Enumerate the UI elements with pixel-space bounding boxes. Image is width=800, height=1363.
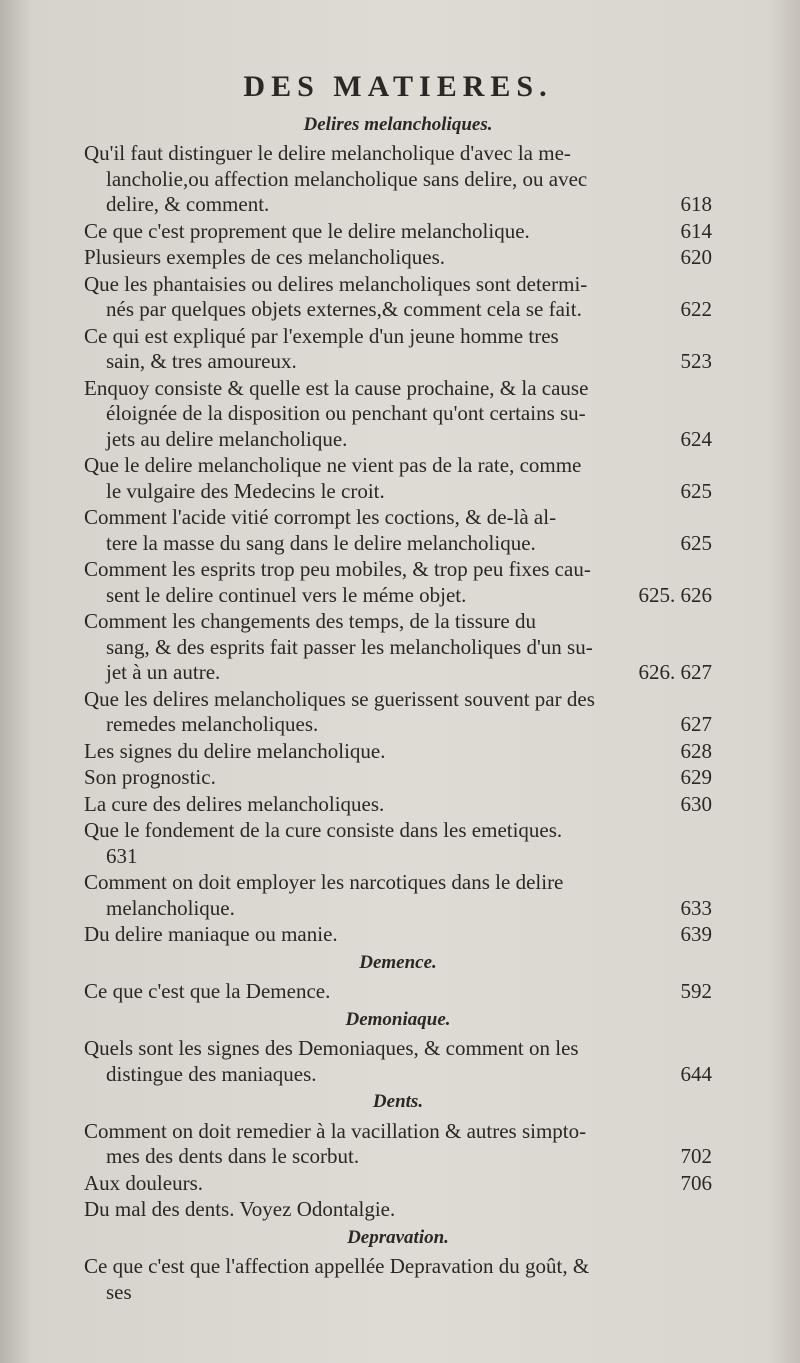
page-number: 702 (680, 1144, 712, 1168)
entry-line (84, 245, 712, 271)
page-number: 592 (680, 979, 712, 1003)
entry-line (84, 349, 712, 375)
page-number: 618 (680, 192, 712, 216)
entry-text: jets au delire melancholique. (106, 426, 348, 451)
index-entry (84, 870, 712, 921)
entry-line (84, 1197, 712, 1223)
entry-line (84, 272, 712, 298)
entry-line (84, 141, 712, 167)
page-number: 620 (680, 245, 712, 269)
entry-text: Les signes du delire melancholique. (84, 738, 386, 763)
index-entry (84, 272, 712, 323)
running-head: DES MATIERES. (243, 70, 553, 103)
entry-text: sent le delire continuel vers le méme objet. (106, 582, 467, 607)
entry-line (84, 635, 712, 661)
entry-text: 631 (106, 843, 138, 868)
entry-text: tere la masse du sang dans le delire melancholique. (106, 530, 536, 555)
entry-text: Plusieurs exemples de ces melancholiques. (84, 245, 445, 269)
page-number: 625 (680, 478, 712, 503)
entry-line (84, 870, 712, 896)
entry-text: jet à un autre. (106, 660, 221, 684)
index-entry (84, 453, 712, 504)
entry-text: remedes melancholiques. (106, 712, 319, 736)
entry-text: ses (106, 1279, 132, 1304)
index-entry (84, 1254, 712, 1305)
entry-text: Du delire maniaque ou manie. (84, 922, 338, 946)
section-heading: Dents. (372, 1091, 424, 1112)
entry-line (84, 453, 712, 479)
entry-text: Aux douleurs. (84, 1170, 203, 1195)
page-number: 622 (680, 297, 712, 321)
entry-line (84, 505, 712, 531)
entry-text: sang, & des esprits fait passer les melancholiques d'un su- (106, 634, 593, 659)
entry-text: Que les delires melancholiques se guerissent souvent par des (84, 686, 595, 711)
index-entry (84, 141, 712, 218)
entry-text: Que le delire melancholique ne vient pas de la rate, comme (84, 453, 582, 477)
page-number: 644 (680, 1061, 712, 1086)
index-entry (84, 739, 712, 765)
entry-line (84, 427, 712, 453)
entry-text: delire, & comment. (106, 192, 270, 216)
page-number: 633 (680, 895, 712, 920)
entry-text: Comment on doit employer les narcotiques dans le delire (84, 870, 564, 894)
entry-text: La cure des delires melancholiques. (84, 791, 385, 816)
entry-line (84, 1036, 712, 1062)
page-number: 625 (680, 530, 712, 555)
index-entry (84, 1119, 712, 1170)
entry-text: Comment les esprits trop peu mobiles, & trop peu fixes cau- (84, 557, 591, 581)
entry-text: Ce que c'est que la Demence. (84, 979, 331, 1003)
entry-line (84, 896, 712, 922)
index-entry (84, 376, 712, 453)
entry-text: Qu'il faut distinguer le delire melancholique d'avec la me- (84, 141, 571, 165)
entry-text: Ce que c'est proprement que le delire melancholique. (84, 218, 530, 243)
entry-text: Son prognostic. (84, 765, 216, 789)
entry-line (84, 609, 712, 635)
entry-line (84, 583, 712, 609)
entry-text: mes des dents dans le scorbut. (106, 1144, 360, 1168)
entry-text: Que les phantaisies ou delires melancholiques sont determi- (84, 271, 588, 296)
entry-text: Ce que c'est que l'affection appellée Depravation du goût, & (84, 1254, 590, 1278)
page-number: 614 (680, 218, 712, 243)
entry-text: Comment les changements des temps, de la tissure du (84, 609, 536, 633)
entry-line (84, 324, 712, 350)
entry-line (84, 376, 712, 402)
entry-line (84, 687, 712, 713)
entry-line (84, 712, 712, 738)
entry-text: Comment on doit remedier à la vacillation & autres simpto- (84, 1118, 587, 1143)
index-entry (84, 979, 712, 1005)
entry-text: Quels sont les signes des Demoniaques, & comment on les (84, 1036, 579, 1060)
entry-line (84, 922, 712, 948)
index-entry (84, 324, 712, 375)
entry-line (84, 1062, 712, 1088)
entry-line (84, 1280, 712, 1306)
entry-text: Comment l'acide vitié corrompt les coctions, & de-là al- (84, 505, 557, 529)
entry-line (84, 739, 712, 765)
entry-text: le vulgaire des Medecins le croit. (106, 478, 385, 503)
entry-text: sain, & tres amoureux. (106, 349, 297, 373)
index-entry (84, 245, 712, 271)
entry-text: Ce qui est expliqué par l'exemple d'un jeune homme tres (84, 323, 559, 348)
index-content (84, 72, 712, 1306)
entry-line (84, 192, 712, 218)
page-number: 523 (680, 349, 712, 373)
page-number: 624 (680, 426, 712, 451)
page-number: 628 (680, 738, 712, 763)
entry-line (84, 557, 712, 583)
entry-text: lancholie,ou affection melancholique sans delire, ou avec (106, 166, 588, 191)
index-entry (84, 219, 712, 245)
entry-line (84, 792, 712, 818)
index-entry (84, 1171, 712, 1197)
entry-line (84, 979, 712, 1005)
entry-line (84, 219, 712, 245)
entry-line (84, 1144, 712, 1170)
page-number: 626. 627 (638, 660, 712, 684)
entry-line (84, 297, 712, 323)
entry-line (84, 479, 712, 505)
page-number: 630 (680, 791, 712, 816)
index-entry (84, 505, 712, 556)
section-heading: Depravation. (347, 1226, 449, 1248)
page-number: 625. 626 (638, 582, 712, 607)
index-entry (84, 922, 712, 948)
entry-text: distingue des maniaques. (106, 1061, 317, 1086)
section-heading: Demoniaque. (345, 1008, 451, 1030)
entry-line (84, 1171, 712, 1197)
section-heading: Delires melancholiques. (303, 113, 493, 135)
index-sections (84, 112, 712, 1306)
page-number: 629 (680, 765, 712, 789)
index-entry (84, 687, 712, 738)
index-entry (84, 818, 712, 869)
section-heading: Demence. (359, 951, 437, 973)
entry-line (84, 1254, 712, 1280)
entry-text: nés par quelques objets externes,& comment cela se fait. (106, 297, 582, 321)
page-number: 639 (680, 922, 712, 946)
entry-line (84, 844, 712, 870)
index-entry (84, 1036, 712, 1087)
page-number: 627 (680, 712, 712, 736)
entry-text: melancholique. (106, 895, 235, 920)
entry-text: Enquoy consiste & quelle est la cause prochaine, & la cause (84, 375, 589, 400)
index-entry (84, 1197, 712, 1223)
index-entry (84, 765, 712, 791)
entry-text: Du mal des dents. Voyez Odontalgie. (84, 1197, 396, 1221)
index-entry (84, 792, 712, 818)
page-number: 706 (680, 1170, 712, 1195)
entry-line (84, 401, 712, 427)
entry-text: éloignée de la disposition ou penchant qu'ont certains su- (106, 401, 586, 425)
entry-line (84, 167, 712, 193)
index-entry (84, 609, 712, 686)
entry-text: Que le fondement de la cure consiste dans les emetiques. (84, 818, 563, 842)
entry-line (84, 765, 712, 791)
entry-line (84, 531, 712, 557)
index-entry (84, 557, 712, 608)
entry-line (84, 660, 712, 686)
entry-line (84, 1119, 712, 1145)
entry-line (84, 818, 712, 844)
